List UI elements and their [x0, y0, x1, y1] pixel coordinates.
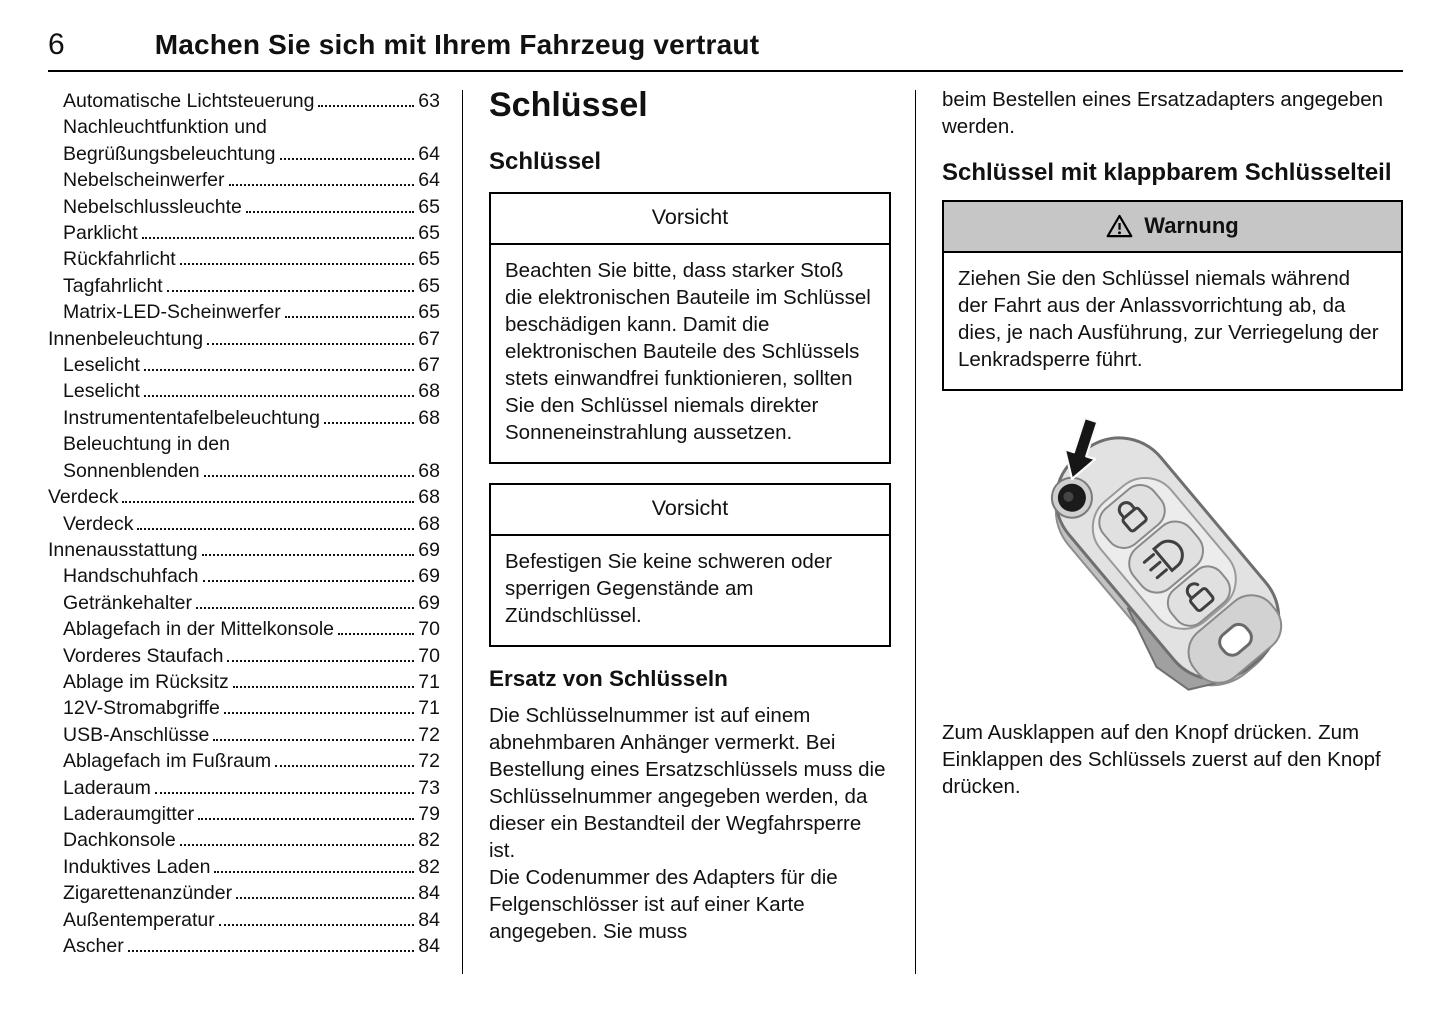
- toc-entry-label: Außentemperatur: [63, 908, 215, 931]
- toc-entry-label: Automatische Lichtsteuerung: [63, 90, 315, 112]
- toc-entry-page: 68: [418, 486, 440, 509]
- toc-entry-label: Zigarettenanzünder: [63, 882, 233, 905]
- toc-entry-page: 68: [418, 512, 440, 535]
- caution-2-title: Vorsicht: [491, 485, 889, 536]
- toc-entry: [48, 590, 440, 616]
- paragraph-continuation: beim Bestellen eines Ersatzadapters angegeben werden.: [942, 88, 1384, 138]
- toc-entry-label: Ascher: [63, 935, 124, 957]
- toc-entry: [48, 827, 440, 853]
- toc-entry-page: 79: [418, 802, 440, 825]
- toc-entry-page: 64: [418, 169, 440, 192]
- toc-entry: [48, 616, 440, 642]
- flip-key-image: [988, 407, 1358, 709]
- toc-dot-leader: [144, 369, 414, 371]
- toc-entry-line: Nachleuchtfunktion und: [63, 116, 267, 139]
- toc-dot-leader: [285, 316, 414, 318]
- toc-entry: [48, 246, 440, 272]
- toc-dot-leader: [204, 475, 415, 477]
- toc-entry-label: USB-Anschlüsse: [63, 723, 210, 746]
- toc-entry: [48, 933, 440, 959]
- toc-entry: [48, 405, 440, 431]
- toc-entry-page: 69: [418, 591, 440, 614]
- toc-dot-leader: [155, 792, 414, 794]
- toc-dot-leader: [137, 528, 414, 530]
- toc-dot-leader: [128, 950, 415, 952]
- toc-entry-page: 65: [418, 274, 440, 297]
- toc-dot-leader: [203, 580, 415, 582]
- toc-entry-label: Rückfahrlicht: [63, 248, 176, 271]
- toc-entry-line: Beleuchtung in den: [63, 433, 230, 456]
- toc-entry: [48, 907, 440, 933]
- toc-entry: [48, 801, 440, 827]
- toc-entry-page: 72: [418, 723, 440, 746]
- toc-entry-page: 64: [418, 142, 440, 165]
- warning-title: Warnung: [1144, 213, 1239, 238]
- paragraph-key-usage: Zum Ausklappen auf den Knopf drücken. Zum Einklappen des Schlüssels zuerst auf den Knopf drücken.: [942, 721, 1381, 798]
- flip-key-illustration: [942, 407, 1403, 709]
- toc-entry-label: Innenausstattung: [48, 538, 198, 561]
- toc-dot-leader: [236, 897, 414, 899]
- toc: [48, 86, 440, 959]
- toc-entry-label: Nebelscheinwerfer: [63, 169, 225, 192]
- content-columns: [0, 72, 1445, 1018]
- toc-dot-leader: [198, 818, 414, 820]
- caution-1-body: Beachten Sie bitte, dass starker Stoß die elektronischen Bauteile im Schlüssel beschädigen kann. Damit die elektronischen Bauteile des Schlüssels stets einwandfrei funktionieren, sollten Sie den Schlüssel niemals direkter Sonneneinstrahlung aussetzen.: [505, 259, 871, 444]
- toc-entry-page: 84: [418, 935, 440, 957]
- toc-dot-leader: [324, 422, 414, 424]
- toc-entry-page: 73: [418, 776, 440, 799]
- toc-dot-leader: [196, 607, 414, 609]
- toc-entry: [48, 775, 440, 801]
- toc-entry: [48, 352, 440, 378]
- toc-entry: [48, 669, 440, 695]
- toc-entry: [48, 141, 440, 167]
- toc-entry-page: 84: [418, 908, 440, 931]
- toc-entry-page: 67: [418, 327, 440, 350]
- toc-entry-page: 71: [418, 697, 440, 720]
- toc-dot-leader: [338, 633, 414, 635]
- toc-dot-leader: [219, 924, 415, 926]
- toc-entry-page: 67: [418, 354, 440, 377]
- toc-entry-label: Matrix-LED-Scheinwerfer: [63, 301, 281, 324]
- toc-entry-label: Begrüßungsbeleuchtung: [63, 142, 276, 165]
- toc-entry-page: 70: [418, 618, 440, 641]
- toc-entry-label: Getränkehalter: [63, 591, 192, 614]
- toc-entry: [48, 695, 440, 721]
- toc-dot-leader: [213, 739, 414, 741]
- toc-entry-page: 84: [418, 882, 440, 905]
- toc-entry-label: Sonnenblenden: [63, 459, 200, 482]
- flip-key: [1020, 416, 1302, 709]
- toc-entry-label: Vorderes Staufach: [63, 644, 224, 667]
- toc-entry-label: Ablagefach in der Mittelkonsole: [63, 618, 334, 641]
- toc-entry-label: Laderaumgitter: [63, 802, 195, 825]
- toc-entry: [48, 563, 440, 589]
- toc-entry-label: Verdeck: [48, 486, 119, 509]
- toc-entry: [48, 220, 440, 246]
- toc-entry: [48, 194, 440, 220]
- toc-entry: [48, 854, 440, 880]
- toc-dot-leader: [142, 237, 415, 239]
- toc-entry: [48, 511, 440, 537]
- toc-dot-leader: [180, 844, 415, 846]
- toc-entry-page: 72: [418, 750, 440, 773]
- page-number: 6: [48, 28, 65, 61]
- toc-entry-page: 65: [418, 248, 440, 271]
- toc-entry-label: Parklicht: [63, 222, 138, 245]
- toc-entry: [48, 88, 440, 114]
- toc-dot-leader: [229, 184, 415, 186]
- page-header: [48, 0, 1403, 72]
- toc-entry: [48, 273, 440, 299]
- subsection-title-klappbar: Schlüssel mit klappbarem Schlüsselteil: [942, 159, 1392, 186]
- toc-dot-leader: [246, 211, 414, 213]
- toc-dot-leader: [275, 765, 414, 767]
- toc-entry-page: 82: [418, 829, 440, 852]
- toc-entry: [48, 643, 440, 669]
- toc-entry-label: Ablage im Rücksitz: [63, 670, 229, 693]
- toc-dot-leader: [214, 871, 414, 873]
- toc-entry-label: Tagfahrlicht: [63, 274, 163, 297]
- right-column: [916, 86, 1403, 1018]
- chapter-title: Machen Sie sich mit Ihrem Fahrzeug vertraut: [154, 29, 760, 60]
- toc-entry-label: Handschuhfach: [63, 565, 199, 588]
- toc-entry: [48, 722, 440, 748]
- caution-box-2: [489, 483, 891, 647]
- toc-entry-page: 65: [418, 222, 440, 245]
- toc-entry: [48, 458, 440, 484]
- toc-entry: [48, 326, 440, 352]
- toc-dot-leader: [144, 395, 414, 397]
- toc-entry-page: 71: [418, 670, 440, 693]
- toc-entry-page: 65: [418, 195, 440, 218]
- subsection-title-ersatz: Ersatz von Schlüsseln: [489, 666, 728, 691]
- paragraph-key-number: Die Schlüsselnummer ist auf einem abnehmbaren Anhänger vermerkt. Bei Bestellung eines Ersatzschlüssels muss die Schlüsselnummer angegeben werden, da dieser ein Bestandteil der Wegfahrsperre ist.: [489, 704, 886, 862]
- caution-1-title: Vorsicht: [491, 194, 889, 245]
- toc-entry-label: Leselicht: [63, 354, 140, 377]
- toc-entry-label: Innenbeleuchtung: [48, 327, 204, 350]
- toc-entry-page: 68: [418, 459, 440, 482]
- toc-entry-page: 68: [418, 406, 440, 429]
- toc-entry-label: Ablagefach im Fußraum: [63, 750, 272, 773]
- toc-entry-label: Instrumententafelbeleuchtung: [63, 406, 320, 429]
- toc-dot-leader: [122, 501, 414, 503]
- toc-entry-label: Verdeck: [63, 512, 134, 535]
- toc-entry: [48, 378, 440, 404]
- toc-entry: [48, 167, 440, 193]
- warning-box: [942, 200, 1403, 391]
- toc-dot-leader: [280, 158, 415, 160]
- warning-triangle-icon: [1106, 214, 1133, 238]
- toc-entry-page: 70: [418, 644, 440, 667]
- toc-entry-label: Nebelschlussleuchte: [63, 195, 242, 218]
- toc-entry-page: 82: [418, 855, 440, 878]
- toc-entry-page: 69: [418, 538, 440, 561]
- toc-entry: [48, 299, 440, 325]
- toc-dot-leader: [224, 712, 414, 714]
- toc-dot-leader: [318, 105, 414, 107]
- toc-dot-leader: [180, 263, 415, 265]
- toc-entry-page: 65: [418, 301, 440, 324]
- toc-entry-label: 12V-Stromabgriffe: [63, 697, 220, 720]
- warning-body: Ziehen Sie den Schlüssel niemals während der Fahrt aus der Anlassvorrichtung ab, da dies, je nach Ausführung, zur Verriegelung der Lenkradsperre führt.: [958, 267, 1379, 371]
- subsection-title-schluessel: Schlüssel: [489, 148, 602, 175]
- toc-entry: [48, 484, 440, 510]
- toc-column: [48, 86, 462, 1018]
- toc-dot-leader: [233, 686, 414, 688]
- toc-entry-page: 63: [418, 90, 440, 112]
- toc-dot-leader: [207, 343, 414, 345]
- caution-box-1: [489, 192, 891, 464]
- toc-entry-label: Leselicht: [63, 380, 140, 403]
- main-column: [463, 86, 915, 1018]
- caution-2-body: Befestigen Sie keine schweren oder sperrigen Gegenstände am Zündschlüssel.: [505, 550, 833, 627]
- toc-entry: [48, 537, 440, 563]
- toc-entry-page: 68: [418, 380, 440, 403]
- toc-dot-leader: [227, 660, 414, 662]
- toc-entry-label: Laderaum: [63, 776, 151, 799]
- toc-entry-label: Dachkonsole: [63, 829, 176, 852]
- toc-entry: [48, 748, 440, 774]
- paragraph-adapter-code: Die Codenummer des Adapters für die Felgenschlösser ist auf einer Karte angegeben. Sie muss: [489, 866, 838, 943]
- toc-entry-page: 69: [418, 565, 440, 588]
- section-title: Schlüssel: [489, 86, 648, 124]
- toc-dot-leader: [202, 554, 415, 556]
- toc-dot-leader: [167, 290, 415, 292]
- toc-entry: [48, 880, 440, 906]
- toc-entry-label: Induktives Laden: [63, 855, 211, 878]
- warning-header: [944, 202, 1401, 253]
